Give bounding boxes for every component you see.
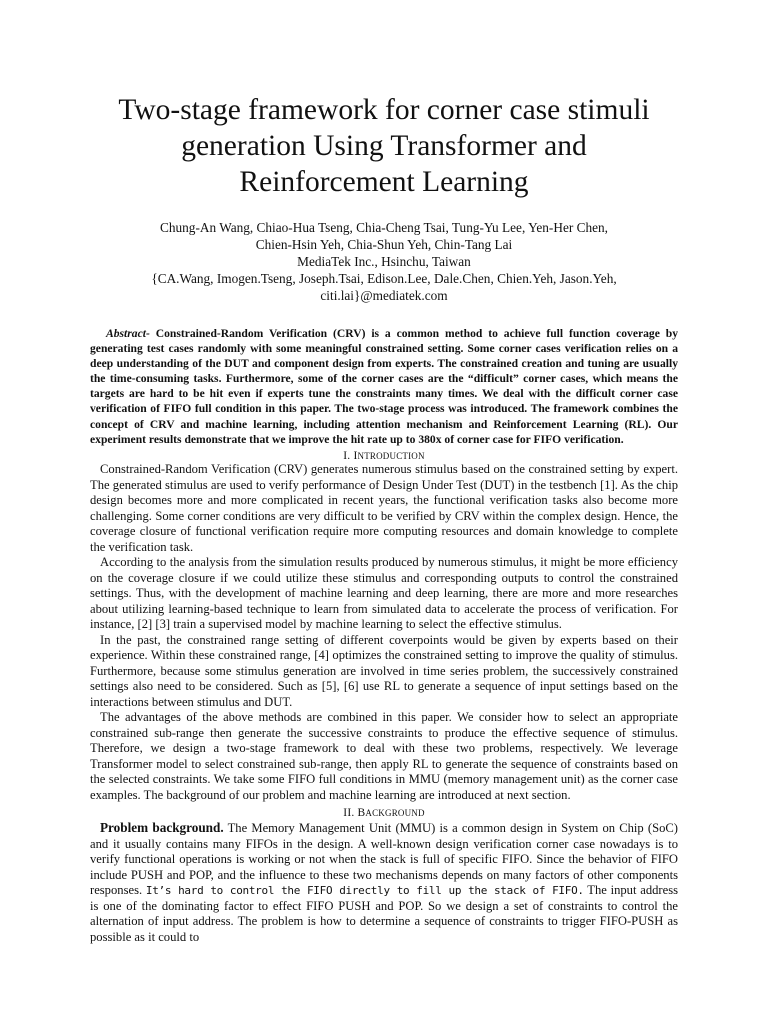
section-name-rest: ACKGROUND	[365, 808, 425, 818]
background-body	[90, 820, 678, 945]
title-line: Reinforcement Learning	[239, 166, 529, 198]
section-heading-introduction	[90, 449, 678, 463]
section-name-rest: NTRODUCTION	[357, 451, 425, 461]
introduction-body	[90, 462, 678, 803]
author-names-line: Chien-Hsin Yeh, Chia-Shun Yeh, Chin-Tang Lai	[255, 237, 513, 252]
section-number: II.	[343, 807, 355, 819]
abstract	[90, 326, 678, 447]
section-name-initial: I	[353, 450, 358, 462]
author-emails-line: citi.lai}@mediatek.com	[320, 288, 448, 303]
paragraph-run-head: Problem background.	[100, 820, 224, 835]
paper-title	[60, 92, 708, 200]
section-name-initial: B	[357, 807, 366, 819]
title-line: generation Using Transformer and	[181, 130, 587, 162]
abstract-label: Abstract-	[106, 327, 150, 340]
paragraph-text: The Memory Management Unit (MMU) is a common design in System on Chip (SoC) and it usually contains many FIFOs in the design. A well-known design verification corner case nowadays is to verify functional operations is working or not when the stack is full of specific FIFO. Since the behavior of FIFO include PUSH and POP, and the influence to these two mechanisms depends on many factors of other components responses.	[90, 821, 678, 897]
affiliation: MediaTek Inc., Hsinchu, Taiwan	[297, 254, 471, 269]
abstract-text: Constrained-Random Verification (CRV) is a common method to achieve full function coverage by generating test cases randomly with some meaningful constrained setting. Some corner cases verification relies on a deep understanding of the DUT and component design from experts. The constrained creation and tuning are usually the time-consuming tasks. Furthermore, some of the corner cases are the “difficult” corner cases, which means the targets are hard to be hit even if experts tune the constraints many times. We deal with the difficult corner case verification of FIFO full condition in this paper. The two-stage process was introduced. The framework combines the concept of CRV and machine learning, including attention mechanism and Reinforcement Learning (RL). Our experiment results demonstrate that we improve the hit rate up to 380x of corner case for FIFO verification.	[90, 327, 678, 446]
paragraph-text-fragment: It’s hard to control the FIFO directly to fill up the stack of FIFO.	[145, 884, 584, 897]
paragraph: According to the analysis from the simulation results produced by numerous stimulus, it might be more efficiency on the coverage closure if we could utilize these stimulus and corresponding outputs to control the constrained settings. Thus, with the development of machine learning and deep learning, there are more and more researches about utilizing learning-based technique to learn from simulated data to accelerate the process of verification. For instance, [2] [3] train a supervised model by machine learning to select the effective stimulus.	[90, 555, 678, 631]
paragraph: Constrained-Random Verification (CRV) generates numerous stimulus based on the constrained setting by expert. The generated stimulus are used to verify performance of Design Under Test (DUT) in the testbench [1]. As the chip design becomes more and more complicated in recent years, the functional verification tasks also become more challenging. Some corner conditions are very difficult to be verified by CRV within the complex design. Hence, the coverage closure of functional verification require more computing resources and domain knowledge to complete the verification task.	[90, 462, 678, 554]
paragraph: In the past, the constrained range setting of different coverpoints would be given by experts based on their experience. Within these constrained range, [4] optimizes the constrained setting to improve the quality of stimulus. Furthermore, because some stimulus generation are involved in time series problem, the successively constrained settings also need to be considered. Such as [5], [6] use RL to generate a sequence of input settings based on the interactions between stimulus and DUT.	[90, 632, 678, 709]
author-block	[80, 219, 688, 304]
author-names-line: Chung-An Wang, Chiao-Hua Tseng, Chia-Cheng Tsai, Tung-Yu Lee, Yen-Her Chen,	[159, 220, 609, 235]
title-line: Two-stage framework for corner case stimuli	[118, 94, 650, 126]
paragraph-text: The input address is one of the dominating factor to effect FIFO PUSH and POP. So we design a set of constraints to control the alternation of input address. The problem is how to determine a sequence of constraints to trigger FIFO-PUSH as possible as it could to	[90, 883, 678, 944]
section-heading-background	[90, 806, 678, 820]
paragraph	[90, 820, 678, 945]
section-number: I.	[343, 450, 351, 462]
author-emails-line: {CA.Wang, Imogen.Tseng, Joseph.Tsai, Edison.Lee, Dale.Chen, Chien.Yeh, Jason.Yeh,	[151, 271, 617, 286]
paragraph: The advantages of the above methods are combined in this paper. We consider how to select an appropriate constrained sub-range then generate the successive constraints to produce the effective sequence of stimulus. Therefore, we design a two-stage framework to deal with these two problems, respectively. We leverage Transformer model to select constrained sub-range, then apply RL to generate the sequence of constraints based on the selected constraints. We take some FIFO full conditions in MMU (memory management unit) as the corner case examples. The background of our problem and machine learning are introduced at next section.	[90, 710, 678, 802]
